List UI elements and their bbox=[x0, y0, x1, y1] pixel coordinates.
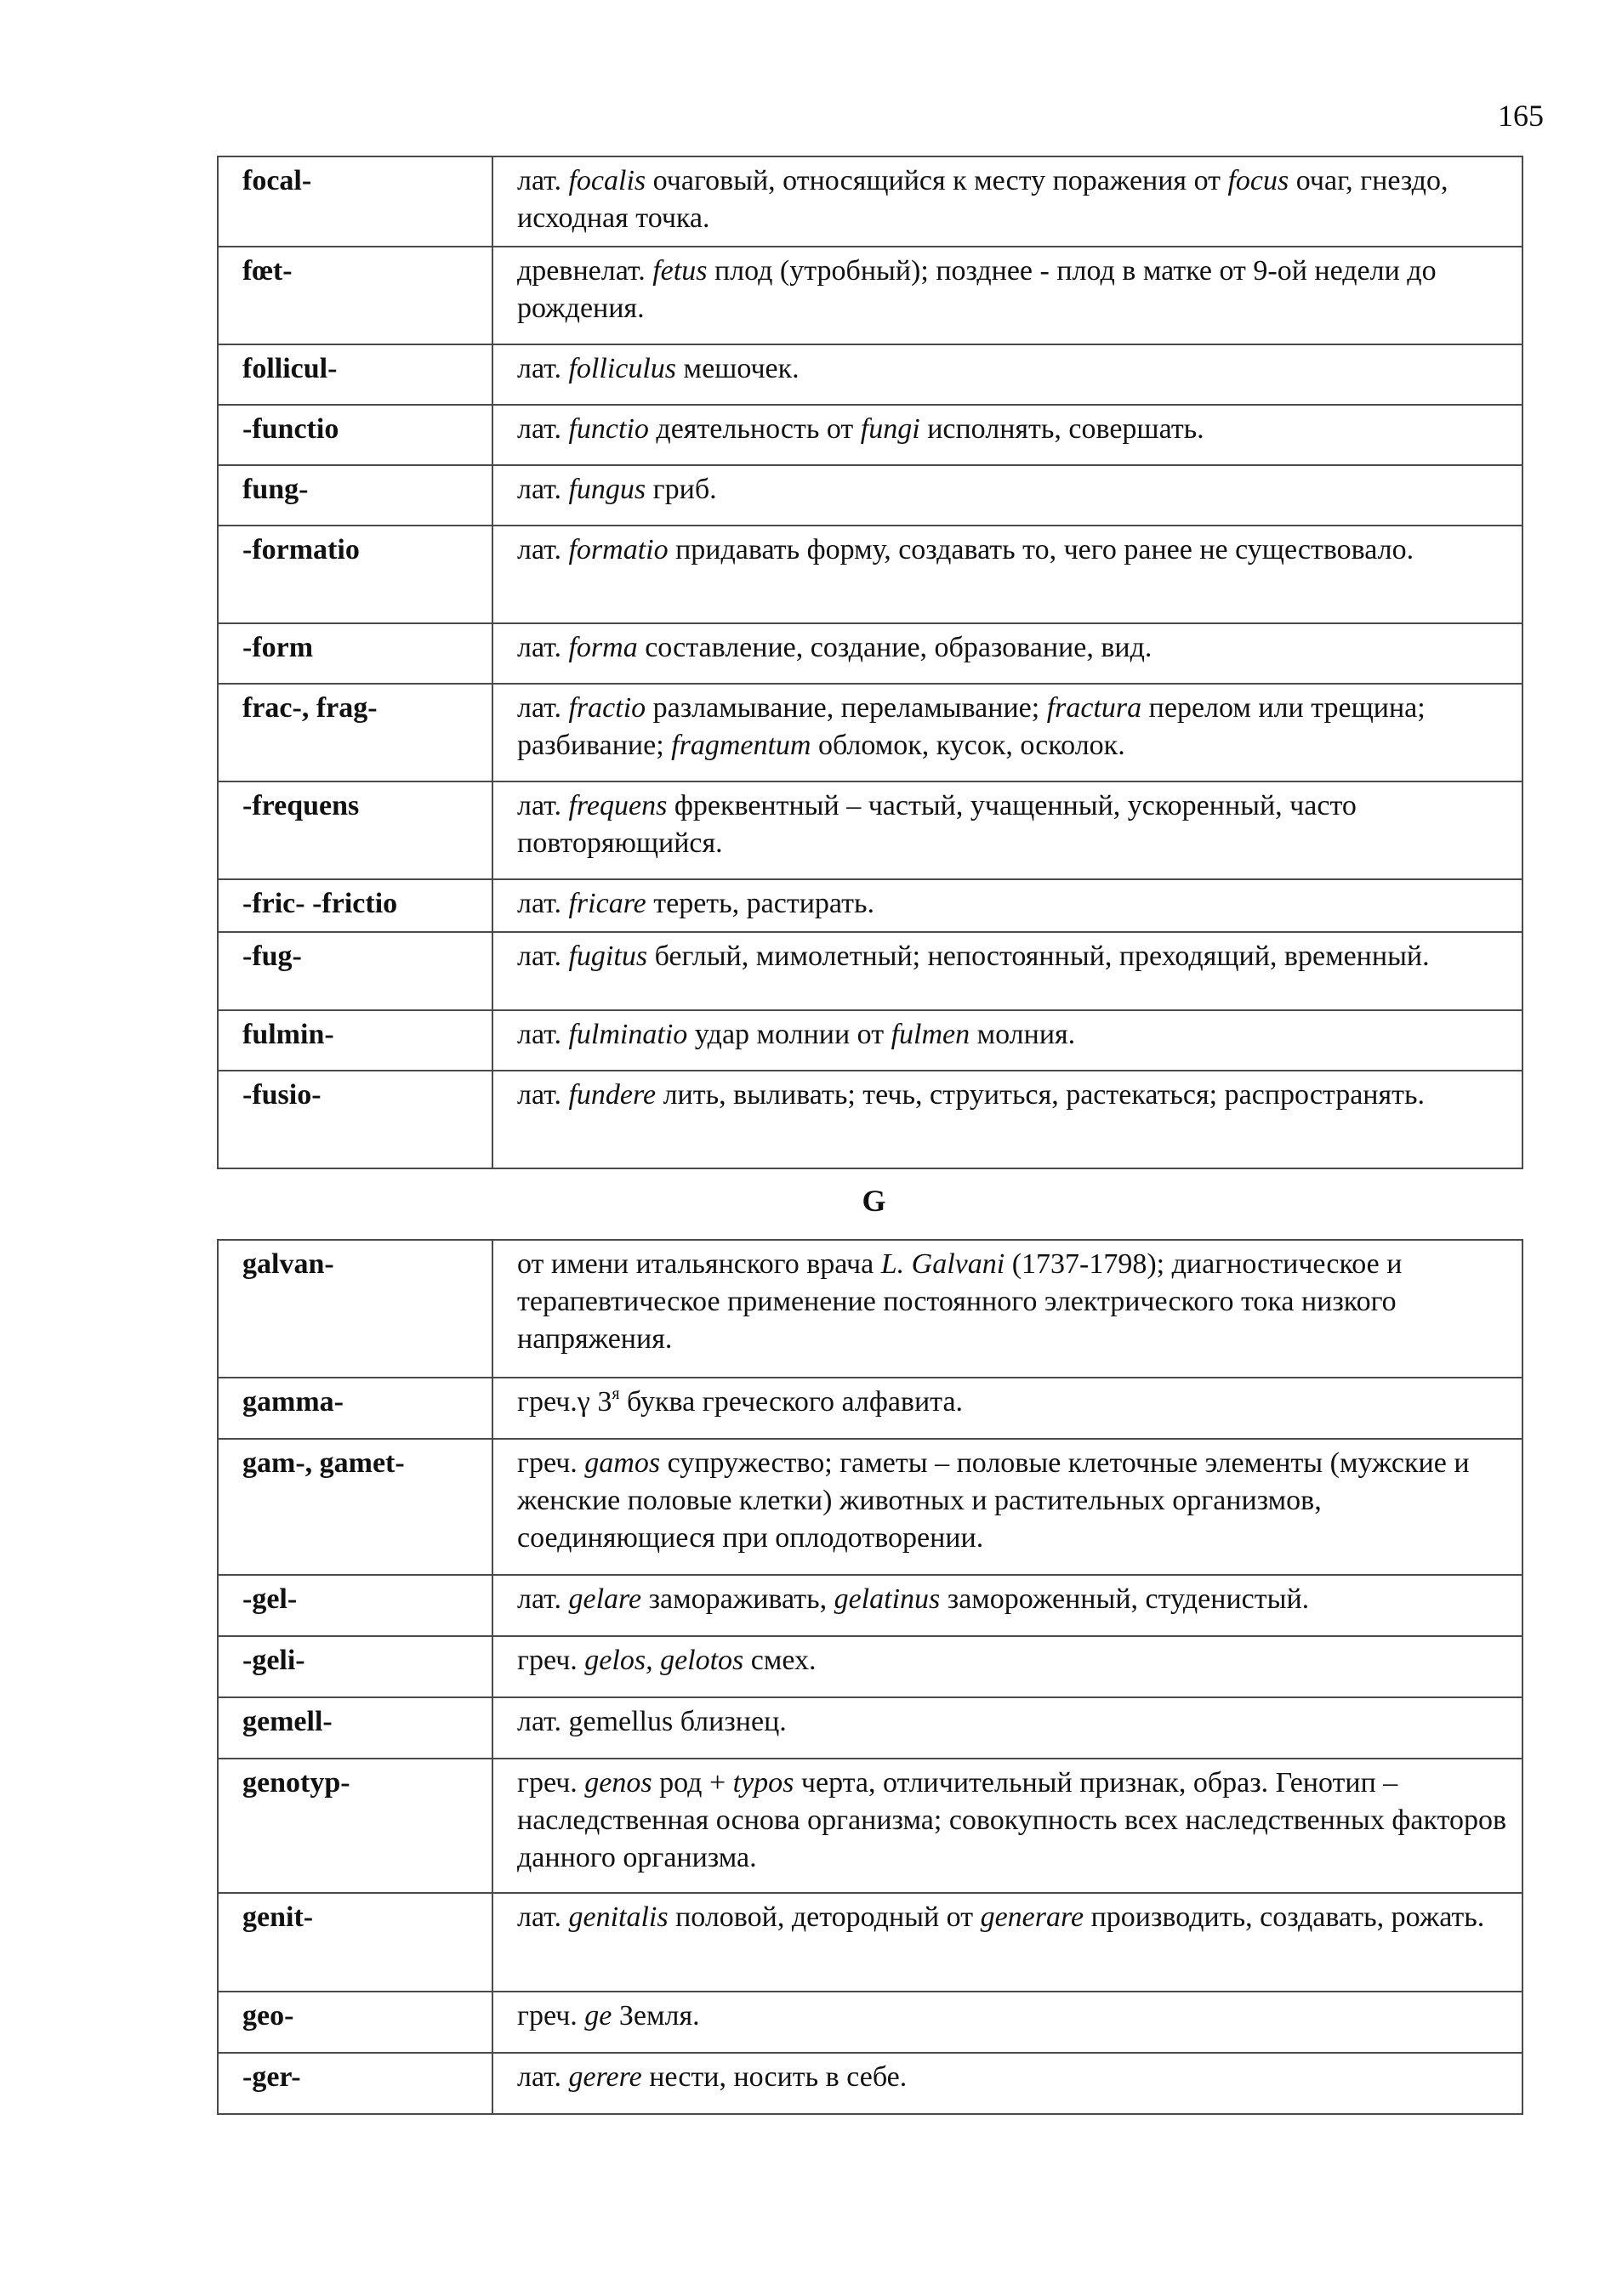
latin-term: typos bbox=[732, 1767, 794, 1799]
definition-text: род + bbox=[652, 1767, 733, 1799]
glossary-definition bbox=[492, 1636, 1522, 1697]
latin-term: gerere bbox=[568, 2061, 642, 2093]
glossary-definition bbox=[492, 1010, 1522, 1071]
latin-term: forma bbox=[568, 632, 638, 663]
glossary-definition bbox=[492, 932, 1522, 1010]
latin-term: generare bbox=[980, 1901, 1084, 1933]
glossary-row bbox=[218, 781, 1522, 879]
glossary-definition bbox=[492, 344, 1522, 405]
glossary-term: frac-, frag- bbox=[218, 684, 492, 781]
glossary-term: -fusio- bbox=[218, 1071, 492, 1168]
definition-text: составление, создание, образование, вид. bbox=[637, 632, 1152, 663]
glossary-term: -form bbox=[218, 623, 492, 684]
definition-text: очаговый, относящийся к месту поражения от bbox=[646, 165, 1228, 196]
glossary-definition bbox=[492, 1575, 1522, 1636]
latin-term: fungus bbox=[568, 474, 646, 505]
definition-text: перелом или трещина; разбивание; bbox=[517, 692, 1426, 761]
definition-text: греч.γ 3 bbox=[517, 1386, 612, 1418]
definition-text: фреквентный – частый, учащенный, ускоренный, часто повторяющийся. bbox=[517, 790, 1357, 859]
latin-term: fungi bbox=[860, 413, 920, 445]
glossary-row bbox=[218, 526, 1522, 623]
definition-text: лат. bbox=[517, 353, 569, 384]
definition-text: мешочек. bbox=[676, 353, 800, 384]
latin-term: frequens bbox=[568, 790, 668, 821]
glossary-row bbox=[218, 1378, 1522, 1439]
definition-text: лат. bbox=[517, 474, 569, 505]
definition-text: замороженный, студенистый. bbox=[940, 1583, 1310, 1615]
latin-term: functio bbox=[568, 413, 649, 445]
definition-text: лат. bbox=[517, 165, 569, 196]
definition-text: плод (утробный); позднее - плод в матке от 9-ой недели до рождения. bbox=[517, 255, 1437, 324]
definition-text: древнелат. bbox=[517, 255, 653, 287]
definition-text: супружество; гаметы – половые клеточные элементы (мужские и женские половые клетки) животных и растительных организмов, соединяющиеся при оплодотворении. bbox=[517, 1447, 1470, 1554]
definition-text: обломок, кусок, осколок. bbox=[811, 730, 1125, 761]
definition-text: очаг, гнездо, исходная точка. bbox=[517, 165, 1448, 234]
glossary-row bbox=[218, 344, 1522, 405]
definition-text: беглый, мимолетный; непостоянный, преходящий, временный. bbox=[647, 941, 1430, 972]
glossary-term: fœt- bbox=[218, 247, 492, 344]
definition-text: лат. bbox=[517, 1019, 569, 1050]
glossary-row bbox=[218, 684, 1522, 781]
glossary-table-body bbox=[218, 156, 1522, 1168]
glossary-term: follicul- bbox=[218, 344, 492, 405]
glossary-row bbox=[218, 156, 1522, 247]
latin-term: fractura bbox=[1046, 692, 1142, 724]
glossary-row bbox=[218, 1439, 1522, 1575]
definition-text: лат. bbox=[517, 888, 569, 919]
glossary-definition bbox=[492, 1697, 1522, 1759]
definition-text: (1737-1798); диагностическое и терапевтическое применение постоянного электрического тока низкого напряжения. bbox=[517, 1248, 1403, 1355]
latin-term: fragmentum bbox=[671, 730, 811, 761]
definition-text: лить, выливать; течь, струиться, растекаться; распространять. bbox=[656, 1079, 1425, 1111]
latin-term: ge bbox=[584, 2000, 612, 2032]
definition-text: Земля. bbox=[612, 2000, 700, 2032]
glossary-term: galvan- bbox=[218, 1240, 492, 1378]
latin-term: gelare bbox=[568, 1583, 642, 1615]
glossary-table-f bbox=[217, 156, 1523, 1169]
glossary-term: -functio bbox=[218, 405, 492, 465]
superscript: я bbox=[612, 1384, 620, 1403]
definition-text: лат. bbox=[517, 413, 569, 445]
glossary-term: -fug- bbox=[218, 932, 492, 1010]
glossary-term: gam-, gamet- bbox=[218, 1439, 492, 1575]
glossary-row bbox=[218, 1697, 1522, 1759]
definition-text: молния. bbox=[970, 1019, 1076, 1050]
definition-text: деятельность от bbox=[648, 413, 861, 445]
glossary-row bbox=[218, 405, 1522, 465]
glossary-term: fulmin- bbox=[218, 1010, 492, 1071]
definition-text: тереть, растирать. bbox=[646, 888, 874, 919]
glossary-definition bbox=[492, 1992, 1522, 2053]
glossary-row bbox=[218, 1071, 1522, 1168]
glossary-term: genotyp- bbox=[218, 1759, 492, 1893]
latin-term: gelos, gelotos bbox=[584, 1645, 744, 1676]
latin-term: folliculus bbox=[568, 353, 677, 384]
glossary-row bbox=[218, 1240, 1522, 1378]
glossary-table-g bbox=[217, 1239, 1523, 2115]
section-heading: G bbox=[862, 1184, 886, 1218]
definition-text: замораживать, bbox=[641, 1583, 834, 1615]
definition-text: лат. bbox=[517, 692, 569, 724]
definition-text: лат. bbox=[517, 941, 569, 972]
latin-term: focus bbox=[1227, 165, 1289, 196]
latin-term: fulminatio bbox=[568, 1019, 688, 1050]
glossary-definition bbox=[492, 879, 1522, 932]
glossary-term: -frequens bbox=[218, 781, 492, 879]
definition-text: лат. bbox=[517, 1079, 569, 1111]
latin-term: genitalis bbox=[568, 1901, 669, 1933]
glossary-definition bbox=[492, 405, 1522, 465]
glossary-definition bbox=[492, 684, 1522, 781]
glossary-row bbox=[218, 1893, 1522, 1992]
latin-term: fugitus bbox=[568, 941, 648, 972]
definition-text: исполнять, совершать. bbox=[919, 413, 1204, 445]
latin-term: fulmen bbox=[891, 1019, 970, 1050]
definition-text: греч. bbox=[517, 1447, 585, 1479]
definition-text: лат. bbox=[517, 534, 569, 565]
glossary-definition bbox=[492, 1759, 1522, 1893]
definition-text: греч. bbox=[517, 1645, 585, 1676]
definition-text: лат. bbox=[517, 1583, 569, 1615]
page-number: 165 bbox=[1498, 99, 1544, 133]
definition-text: нести, носить в себе. bbox=[641, 2061, 908, 2093]
definition-text: лат. gemellus близнец. bbox=[517, 1706, 787, 1737]
glossary-term: -gel- bbox=[218, 1575, 492, 1636]
definition-text: половой, детородный от bbox=[668, 1901, 981, 1933]
latin-term: fetus bbox=[652, 255, 708, 287]
latin-term: gelatinus bbox=[834, 1583, 941, 1615]
glossary-row bbox=[218, 1992, 1522, 2053]
glossary-row bbox=[218, 2053, 1522, 2114]
glossary-row bbox=[218, 1010, 1522, 1071]
glossary-definition bbox=[492, 2053, 1522, 2114]
glossary-definition bbox=[492, 1893, 1522, 1992]
glossary-definition bbox=[492, 1240, 1522, 1378]
glossary-row bbox=[218, 1636, 1522, 1697]
definition-text: придавать форму, создавать то, чего ранее не существовало. bbox=[668, 534, 1414, 565]
definition-text: смех. bbox=[743, 1645, 817, 1676]
latin-term: fractio bbox=[568, 692, 646, 724]
glossary-term: fung- bbox=[218, 465, 492, 526]
latin-term: focalis bbox=[568, 165, 646, 196]
latin-term: genos bbox=[584, 1767, 652, 1799]
glossary-term: focal- bbox=[218, 156, 492, 247]
glossary-row bbox=[218, 247, 1522, 344]
definition-text: лат. bbox=[517, 1901, 569, 1933]
glossary-row bbox=[218, 932, 1522, 1010]
latin-term: formatio bbox=[568, 534, 669, 565]
definition-text: греч. bbox=[517, 1767, 585, 1799]
glossary-term: -formatio bbox=[218, 526, 492, 623]
glossary-row bbox=[218, 879, 1522, 932]
glossary-term: -fric- -frictio bbox=[218, 879, 492, 932]
glossary-row bbox=[218, 465, 1522, 526]
glossary-table-body bbox=[218, 1240, 1522, 2114]
definition-text: буква греческого алфавита. bbox=[619, 1386, 964, 1418]
definition-text: удар молнии от bbox=[687, 1019, 891, 1050]
glossary-definition bbox=[492, 156, 1522, 247]
glossary-term: gamma- bbox=[218, 1378, 492, 1439]
definition-text: гриб. bbox=[646, 474, 717, 505]
definition-text: лат. bbox=[517, 790, 569, 821]
definition-text: лат. bbox=[517, 632, 569, 663]
glossary-definition bbox=[492, 1071, 1522, 1168]
glossary-definition bbox=[492, 526, 1522, 623]
definition-text: производить, создавать, рожать. bbox=[1084, 1901, 1485, 1933]
glossary-definition bbox=[492, 247, 1522, 344]
glossary-definition bbox=[492, 623, 1522, 684]
latin-term: fundere bbox=[568, 1079, 657, 1111]
latin-term: gamos bbox=[584, 1447, 661, 1479]
glossary-definition bbox=[492, 1439, 1522, 1575]
latin-term: L. Galvani bbox=[880, 1248, 1005, 1280]
glossary-term: geo- bbox=[218, 1992, 492, 2053]
definition-text: черта, отличительный признак, образ. Генотип – наследственная основа организма; совокупность всех наследственных факторов данного организма. bbox=[517, 1767, 1507, 1873]
glossary-definition bbox=[492, 465, 1522, 526]
glossary-term: -geli- bbox=[218, 1636, 492, 1697]
definition-text: лат. bbox=[517, 2061, 569, 2093]
glossary-term: gemell- bbox=[218, 1697, 492, 1759]
glossary-term: -ger- bbox=[218, 2053, 492, 2114]
glossary-definition bbox=[492, 1378, 1522, 1439]
glossary-definition bbox=[492, 781, 1522, 879]
latin-term: fricare bbox=[568, 888, 646, 919]
definition-text: от имени итальянского врача bbox=[517, 1248, 881, 1280]
glossary-term: genit- bbox=[218, 1893, 492, 1992]
glossary-row bbox=[218, 1759, 1522, 1893]
glossary-row bbox=[218, 1575, 1522, 1636]
definition-text: греч. bbox=[517, 2000, 585, 2032]
definition-text: разламывание, переламывание; bbox=[646, 692, 1047, 724]
glossary-row bbox=[218, 623, 1522, 684]
